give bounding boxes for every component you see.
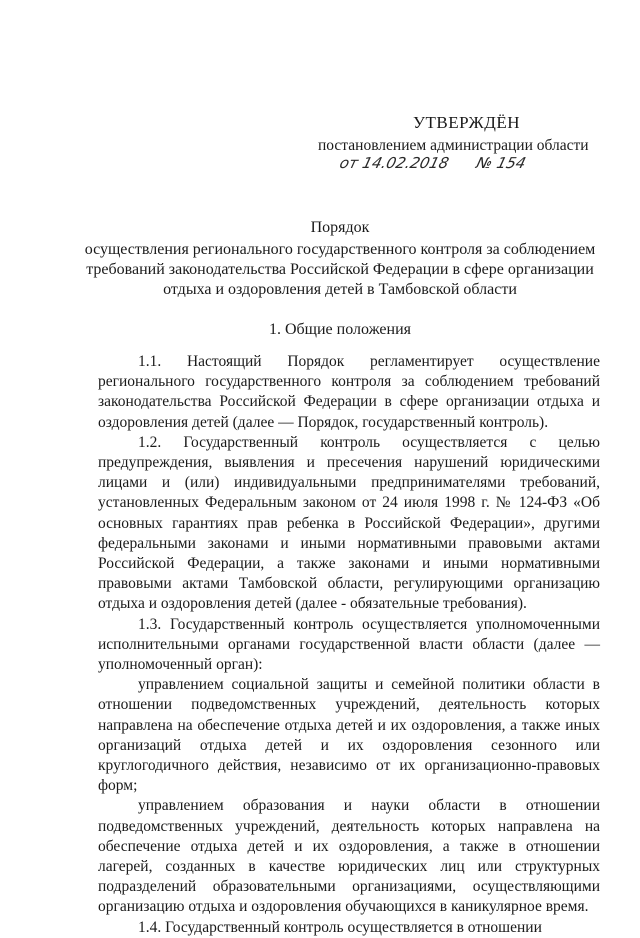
paragraph-education: управлением образования и науки области в отношении подведомственных учреждений, деятельность которых направлена на обеспечение отдыха детей и их оздоровления, а также в отношении лагерей, созданных в качестве юридических лиц или структурных подразделений образовательными организациями, осуществляющими организацию отдыха и оздоровления обучающихся в каникулярное время.	[98, 797, 600, 916]
paragraph-1-2: 1.2. Государственный контроль осуществляется с целью предупреждения, выявления и пресечения нарушений юридическими лицами и (или) индивидуальными предпринимателями требований, установленных Федеральным законом от 24 июля 1998 г. № 124-ФЗ «Об основных гарантиях прав ребенка в Российской Федерации», другими федеральными законами и иными нормативными правовыми актами Российской Федерации, а также законами и иными нормативными правовыми актами Тамбовской области, регулирующими организацию отдыха и оздоровления детей (далее - обязательные требования).	[98, 433, 600, 613]
approval-subtitle: постановлением администрации области	[318, 137, 589, 154]
title-line-4: отдыха и оздоровления детей в Тамбовской области	[163, 281, 517, 298]
handwritten-number: № 154	[474, 154, 528, 172]
document-body	[98, 352, 600, 938]
title-line-3: требований законодательства Российской Федерации в сфере организации	[86, 261, 594, 278]
title-line-1: Порядок	[310, 219, 370, 236]
handwritten-date-line	[338, 154, 620, 172]
paragraph-1-3: 1.3. Государственный контроль осуществляется уполномоченными исполнительными органами государственной власти области (далее — уполномоченный орган):	[98, 615, 600, 674]
paragraph-1-4: 1.4. Государственный контроль осуществляется в отношении	[138, 918, 542, 936]
approval-title: УТВЕРЖДЁН	[413, 113, 520, 132]
approval-stamp	[318, 112, 618, 172]
section-heading: 1. Общие положения	[268, 321, 412, 338]
handwritten-date: от 14.02.2018	[337, 154, 451, 172]
document-title	[60, 218, 620, 300]
paragraph-1-1: 1.1. Настоящий Порядок регламентирует осуществление регионального государственного контроля за соблюдением требований законодательства Российской Федерации в сфере организации отдыха и оздоровления детей (далее — Порядок, государственный контроль).	[98, 353, 600, 431]
paragraph-social-protection: управлением социальной защиты и семейной политики области в отношении подведомственных учреждений, деятельность которых направлена на обеспечение отдыха детей и их оздоровления, а также иных организаций отдыха детей и их оздоровления сезонного или круглогодичного действия, независимо от их организационно-правовых форм;	[98, 676, 600, 795]
title-line-2: осуществления регионального государственного контроля за соблюдением	[84, 241, 596, 258]
